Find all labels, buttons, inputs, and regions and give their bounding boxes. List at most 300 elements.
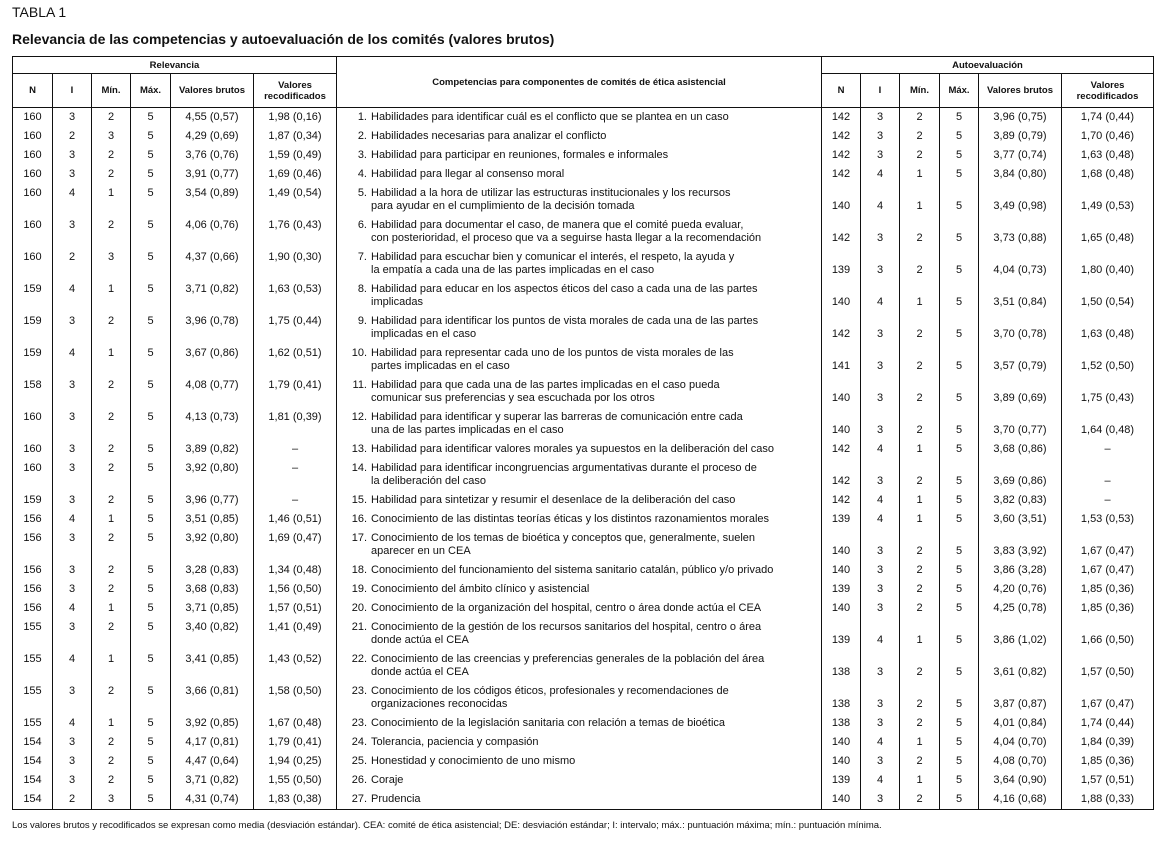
competence-number: 18. <box>351 564 367 576</box>
relevancia-valores-recodificados-cell: 1,75 (0,44) <box>254 312 337 344</box>
relevancia-min-cell: 2 <box>92 580 131 599</box>
relevancia-i-cell: 3 <box>53 733 92 752</box>
competence-number: 4. <box>357 168 367 180</box>
table-row <box>13 733 1154 752</box>
relevancia-max-cell: 5 <box>131 312 171 344</box>
autoevaluacion-valores-brutos-cell: 4,25 (0,78) <box>979 599 1062 618</box>
relevancia-i-cell: 3 <box>53 580 92 599</box>
autoevaluacion-max-cell: 5 <box>940 248 979 280</box>
competence-number: 3. <box>357 149 367 161</box>
competence-text <box>371 130 811 143</box>
competence-line: Prudencia <box>371 793 421 805</box>
relevancia-min-cell: 2 <box>92 108 131 128</box>
relevancia-max-cell: 5 <box>131 248 171 280</box>
autoevaluacion-max-cell: 5 <box>940 408 979 440</box>
autoevaluacion-valores-recodificados-cell: 1,65 (0,48) <box>1062 216 1154 248</box>
relevancia-i-cell: 3 <box>53 440 92 459</box>
autoevaluacion-i-cell: 3 <box>861 108 900 128</box>
competence-text <box>371 443 811 456</box>
competence-line: donde actúa el CEA <box>371 634 469 646</box>
autoevaluacion-min-cell: 2 <box>900 599 940 618</box>
competence-number: 21. <box>351 621 367 633</box>
relevancia-valores-brutos-cell: 3,96 (0,77) <box>171 491 254 510</box>
autoevaluacion-min-cell: 1 <box>900 733 940 752</box>
autoevaluacion-i-cell: 3 <box>861 408 900 440</box>
autoevaluacion-n-cell: 140 <box>822 280 861 312</box>
relevancia-valores-recodificados-cell: 1,49 (0,54) <box>254 184 337 216</box>
table-row <box>13 771 1154 790</box>
competence-line: Habilidad para escuchar bien y comunicar el interés, el respeto, la ayuda y <box>371 251 735 263</box>
relevancia-min-cell: 2 <box>92 216 131 248</box>
relevancia-n-cell: 154 <box>13 733 53 752</box>
autoevaluacion-max-cell: 5 <box>940 510 979 529</box>
relevancia-valores-recodificados-cell: 1,59 (0,49) <box>254 146 337 165</box>
relevancia-min-cell: 2 <box>92 165 131 184</box>
autoevaluacion-valores-brutos-cell: 4,04 (0,73) <box>979 248 1062 280</box>
autoevaluacion-n-cell: 142 <box>822 108 861 128</box>
autoevaluacion-min-cell: 2 <box>900 146 940 165</box>
competence-number: 23. <box>351 717 367 729</box>
autoevaluacion-n-cell: 142 <box>822 216 861 248</box>
relevancia-valores-recodificados-cell: 1,79 (0,41) <box>254 733 337 752</box>
competence-number: 5. <box>357 187 367 199</box>
competence-line: Conocimiento del ámbito clínico y asistencial <box>371 583 590 595</box>
competence-text <box>371 717 811 730</box>
autoevaluacion-valores-recodificados-cell: 1,67 (0,47) <box>1062 682 1154 714</box>
relevancia-valores-recodificados-cell: 1,41 (0,49) <box>254 618 337 650</box>
relevancia-i-cell: 3 <box>53 459 92 491</box>
autoevaluacion-valores-brutos-cell: 4,01 (0,84) <box>979 714 1062 733</box>
relevancia-i-cell: 4 <box>53 599 92 618</box>
competence-cell <box>337 618 822 650</box>
competence-text <box>371 379 811 405</box>
competence-text <box>371 793 811 806</box>
autoevaluacion-valores-recodificados-cell: 1,74 (0,44) <box>1062 108 1154 128</box>
relevancia-n-cell: 156 <box>13 599 53 618</box>
autoevaluacion-valores-recodificados-cell: – <box>1062 491 1154 510</box>
competence-number: 11. <box>352 379 367 391</box>
competence-line: Habilidades necesarias para analizar el conflicto <box>371 130 607 142</box>
autoevaluacion-min-cell: 1 <box>900 165 940 184</box>
autoevaluacion-valores-brutos-cell: 3,87 (0,87) <box>979 682 1062 714</box>
relevancia-valores-brutos-cell: 4,31 (0,74) <box>171 790 254 810</box>
autoevaluacion-n-cell: 139 <box>822 248 861 280</box>
header-relevancia: Relevancia <box>13 57 337 74</box>
relevancia-valores-recodificados-cell: 1,67 (0,48) <box>254 714 337 733</box>
competence-text <box>371 462 811 488</box>
relevancia-valores-brutos-cell: 4,06 (0,76) <box>171 216 254 248</box>
competence-cell <box>337 790 822 810</box>
relevancia-n-cell: 160 <box>13 108 53 128</box>
competence-number: 12. <box>351 411 367 423</box>
autoevaluacion-min-cell: 1 <box>900 280 940 312</box>
competence-line: Habilidad para llegar al consenso moral <box>371 168 565 180</box>
relevancia-min-cell: 3 <box>92 127 131 146</box>
competence-line: Conocimiento de la gestión de los recursos sanitarios del hospital, centro o área <box>371 621 762 633</box>
autoevaluacion-max-cell: 5 <box>940 146 979 165</box>
competence-line: Habilidades para identificar cuál es el conflicto que se plantea en un caso <box>371 111 729 123</box>
relevancia-i-cell: 3 <box>53 408 92 440</box>
competence-text <box>371 219 811 245</box>
relevancia-valores-brutos-cell: 4,08 (0,77) <box>171 376 254 408</box>
relevancia-i-cell: 4 <box>53 510 92 529</box>
autoevaluacion-min-cell: 1 <box>900 510 940 529</box>
competence-text <box>371 564 811 577</box>
autoevaluacion-n-cell: 139 <box>822 580 861 599</box>
relevancia-i-cell: 3 <box>53 561 92 580</box>
autoevaluacion-max-cell: 5 <box>940 618 979 650</box>
autoevaluacion-max-cell: 5 <box>940 280 979 312</box>
relevancia-i-cell: 3 <box>53 312 92 344</box>
competence-line: una de las partes implicadas en el caso <box>371 424 564 436</box>
competence-line: Habilidad para identificar y superar las barreras de comunicación entre cada <box>371 411 743 423</box>
autoevaluacion-max-cell: 5 <box>940 714 979 733</box>
table-row <box>13 108 1154 128</box>
table-row <box>13 682 1154 714</box>
relevancia-valores-recodificados-cell: – <box>254 440 337 459</box>
competence-line: Habilidad para sintetizar y resumir el desenlace de la deliberación del caso <box>371 494 736 506</box>
relevancia-valores-brutos-cell: 3,92 (0,85) <box>171 714 254 733</box>
competence-line: Habilidad para que cada una de las partes implicadas en el caso pueda <box>371 379 720 391</box>
relevancia-min-cell: 2 <box>92 618 131 650</box>
autoevaluacion-max-cell: 5 <box>940 459 979 491</box>
autoevaluacion-min-cell: 2 <box>900 127 940 146</box>
table-row <box>13 376 1154 408</box>
header-rel-min: Mín. <box>92 74 131 108</box>
autoevaluacion-min-cell: 2 <box>900 714 940 733</box>
autoevaluacion-max-cell: 5 <box>940 580 979 599</box>
relevancia-min-cell: 1 <box>92 344 131 376</box>
relevancia-n-cell: 160 <box>13 248 53 280</box>
competence-cell <box>337 184 822 216</box>
autoevaluacion-n-cell: 142 <box>822 491 861 510</box>
table-row <box>13 312 1154 344</box>
competence-cell <box>337 440 822 459</box>
autoevaluacion-n-cell: 140 <box>822 790 861 810</box>
competence-line: partes implicadas en el caso <box>371 360 510 372</box>
autoevaluacion-i-cell: 3 <box>861 790 900 810</box>
autoevaluacion-i-cell: 3 <box>861 312 900 344</box>
autoevaluacion-valores-brutos-cell: 3,64 (0,90) <box>979 771 1062 790</box>
autoevaluacion-n-cell: 142 <box>822 440 861 459</box>
relevancia-valores-recodificados-cell: 1,58 (0,50) <box>254 682 337 714</box>
autoevaluacion-i-cell: 3 <box>861 344 900 376</box>
autoevaluacion-valores-brutos-cell: 3,69 (0,86) <box>979 459 1062 491</box>
relevancia-valores-brutos-cell: 3,54 (0,89) <box>171 184 254 216</box>
autoevaluacion-n-cell: 140 <box>822 376 861 408</box>
table-row <box>13 344 1154 376</box>
autoevaluacion-n-cell: 138 <box>822 714 861 733</box>
competence-text <box>371 621 811 647</box>
autoevaluacion-min-cell: 2 <box>900 312 940 344</box>
relevancia-valores-recodificados-cell: 1,43 (0,52) <box>254 650 337 682</box>
competence-number: 2. <box>357 130 367 142</box>
table-row <box>13 618 1154 650</box>
autoevaluacion-valores-brutos-cell: 3,86 (3,28) <box>979 561 1062 580</box>
relevancia-max-cell: 5 <box>131 733 171 752</box>
autoevaluacion-valores-recodificados-cell: 1,50 (0,54) <box>1062 280 1154 312</box>
autoevaluacion-valores-brutos-cell: 3,89 (0,69) <box>979 376 1062 408</box>
relevancia-valores-brutos-cell: 4,29 (0,69) <box>171 127 254 146</box>
header-autoevaluacion: Autoevaluación <box>822 57 1154 74</box>
relevancia-min-cell: 1 <box>92 184 131 216</box>
header-rel-i: I <box>53 74 92 108</box>
relevancia-n-cell: 156 <box>13 529 53 561</box>
relevancia-n-cell: 159 <box>13 491 53 510</box>
competence-number: 1. <box>357 111 367 123</box>
autoevaluacion-valores-brutos-cell: 3,83 (3,92) <box>979 529 1062 561</box>
relevancia-max-cell: 5 <box>131 491 171 510</box>
competence-line: Habilidad para identificar los puntos de vista morales de cada una de las partes <box>371 315 759 327</box>
autoevaluacion-min-cell: 2 <box>900 650 940 682</box>
table-row <box>13 491 1154 510</box>
competence-line: con posterioridad, el proceso que va a seguirse hasta llegar a la recomendación <box>371 232 762 244</box>
relevancia-valores-brutos-cell: 3,89 (0,82) <box>171 440 254 459</box>
relevancia-max-cell: 5 <box>131 580 171 599</box>
competence-line: Conocimiento de las distintas teorías éticas y los distintos razonamientos morales <box>371 513 770 525</box>
competence-cell <box>337 510 822 529</box>
competence-cell <box>337 459 822 491</box>
relevancia-n-cell: 155 <box>13 682 53 714</box>
competence-cell <box>337 108 822 128</box>
autoevaluacion-i-cell: 4 <box>861 771 900 790</box>
autoevaluacion-n-cell: 142 <box>822 312 861 344</box>
autoevaluacion-valores-recodificados-cell: 1,68 (0,48) <box>1062 165 1154 184</box>
relevancia-valores-recodificados-cell: 1,63 (0,53) <box>254 280 337 312</box>
relevancia-valores-recodificados-cell: 1,57 (0,51) <box>254 599 337 618</box>
competence-text <box>371 149 811 162</box>
relevancia-valores-brutos-cell: 3,66 (0,81) <box>171 682 254 714</box>
table-row <box>13 714 1154 733</box>
competence-line: la deliberación del caso <box>371 475 486 487</box>
autoevaluacion-n-cell: 140 <box>822 561 861 580</box>
autoevaluacion-valores-recodificados-cell: 1,64 (0,48) <box>1062 408 1154 440</box>
competence-line: Conocimiento de la legislación sanitaria con relación a temas de bioética <box>371 717 726 729</box>
competence-number: 25. <box>351 755 367 767</box>
table-row <box>13 408 1154 440</box>
competence-line: Habilidad para participar en reuniones, formales e informales <box>371 149 669 161</box>
table-row <box>13 752 1154 771</box>
autoevaluacion-min-cell: 1 <box>900 440 940 459</box>
autoevaluacion-n-cell: 140 <box>822 733 861 752</box>
autoevaluacion-n-cell: 142 <box>822 459 861 491</box>
autoevaluacion-min-cell: 2 <box>900 752 940 771</box>
autoevaluacion-valores-recodificados-cell: 1,67 (0,47) <box>1062 529 1154 561</box>
header-competencias: Competencias para componentes de comités de ética asistencial <box>337 57 822 108</box>
autoevaluacion-max-cell: 5 <box>940 790 979 810</box>
competence-line: Honestidad y conocimiento de uno mismo <box>371 755 576 767</box>
table-row <box>13 510 1154 529</box>
relevancia-i-cell: 3 <box>53 752 92 771</box>
competence-number: 23. <box>351 685 367 697</box>
relevancia-n-cell: 160 <box>13 184 53 216</box>
relevancia-n-cell: 160 <box>13 216 53 248</box>
autoevaluacion-valores-brutos-cell: 3,68 (0,86) <box>979 440 1062 459</box>
autoevaluacion-max-cell: 5 <box>940 529 979 561</box>
autoevaluacion-min-cell: 2 <box>900 408 940 440</box>
table-row <box>13 599 1154 618</box>
autoevaluacion-valores-recodificados-cell: – <box>1062 459 1154 491</box>
relevancia-n-cell: 154 <box>13 752 53 771</box>
relevancia-max-cell: 5 <box>131 216 171 248</box>
competence-line: Habilidad para identificar valores morales ya supuestos en la deliberación del caso <box>371 443 774 455</box>
relevancia-n-cell: 160 <box>13 440 53 459</box>
relevancia-valores-recodificados-cell: 1,79 (0,41) <box>254 376 337 408</box>
relevancia-n-cell: 160 <box>13 408 53 440</box>
autoevaluacion-max-cell: 5 <box>940 599 979 618</box>
relevancia-min-cell: 2 <box>92 459 131 491</box>
relevancia-valores-brutos-cell: 4,17 (0,81) <box>171 733 254 752</box>
competence-number: 10. <box>351 347 367 359</box>
autoevaluacion-valores-brutos-cell: 3,86 (1,02) <box>979 618 1062 650</box>
autoevaluacion-i-cell: 3 <box>861 682 900 714</box>
header-rel-max: Máx. <box>131 74 171 108</box>
autoevaluacion-i-cell: 4 <box>861 733 900 752</box>
relevancia-min-cell: 3 <box>92 790 131 810</box>
relevancia-valores-recodificados-cell: 1,55 (0,50) <box>254 771 337 790</box>
relevancia-valores-brutos-cell: 3,67 (0,86) <box>171 344 254 376</box>
relevancia-valores-brutos-cell: 3,92 (0,80) <box>171 529 254 561</box>
competence-line: Tolerancia, paciencia y compasión <box>371 736 539 748</box>
autoevaluacion-i-cell: 3 <box>861 599 900 618</box>
autoevaluacion-valores-recodificados-cell: 1,70 (0,46) <box>1062 127 1154 146</box>
autoevaluacion-valores-brutos-cell: 3,77 (0,74) <box>979 146 1062 165</box>
relevancia-min-cell: 2 <box>92 682 131 714</box>
relevancia-valores-brutos-cell: 3,92 (0,80) <box>171 459 254 491</box>
relevancia-n-cell: 154 <box>13 771 53 790</box>
competence-line: implicadas en el caso <box>371 328 477 340</box>
header-auto-max: Máx. <box>940 74 979 108</box>
autoevaluacion-n-cell: 140 <box>822 599 861 618</box>
table-row <box>13 561 1154 580</box>
relevancia-n-cell: 159 <box>13 312 53 344</box>
relevancia-n-cell: 159 <box>13 344 53 376</box>
relevancia-i-cell: 3 <box>53 108 92 128</box>
autoevaluacion-max-cell: 5 <box>940 376 979 408</box>
relevancia-valores-brutos-cell: 3,71 (0,82) <box>171 280 254 312</box>
competence-text <box>371 315 811 341</box>
header-rel-valores-recodificados: Valores recodificados <box>254 74 337 108</box>
autoevaluacion-max-cell: 5 <box>940 733 979 752</box>
relevancia-i-cell: 4 <box>53 714 92 733</box>
relevancia-valores-recodificados-cell: – <box>254 459 337 491</box>
relevancia-max-cell: 5 <box>131 344 171 376</box>
relevancia-n-cell: 158 <box>13 376 53 408</box>
autoevaluacion-i-cell: 4 <box>861 491 900 510</box>
relevancia-n-cell: 160 <box>13 165 53 184</box>
autoevaluacion-i-cell: 3 <box>861 127 900 146</box>
relevancia-max-cell: 5 <box>131 790 171 810</box>
autoevaluacion-valores-brutos-cell: 3,89 (0,79) <box>979 127 1062 146</box>
competence-cell <box>337 714 822 733</box>
relevancia-max-cell: 5 <box>131 510 171 529</box>
competence-cell <box>337 561 822 580</box>
autoevaluacion-valores-recodificados-cell: 1,75 (0,43) <box>1062 376 1154 408</box>
relevancia-i-cell: 3 <box>53 146 92 165</box>
competence-line: Conocimiento de las creencias y preferencias generales de la población del área <box>371 653 765 665</box>
competence-cell <box>337 491 822 510</box>
competencies-table <box>12 56 1154 810</box>
competence-line: Habilidad para identificar incongruencias argumentativas durante el proceso de <box>371 462 757 474</box>
relevancia-min-cell: 2 <box>92 491 131 510</box>
relevancia-n-cell: 160 <box>13 146 53 165</box>
relevancia-min-cell: 3 <box>92 248 131 280</box>
competence-text <box>371 532 811 558</box>
autoevaluacion-n-cell: 138 <box>822 650 861 682</box>
header-auto-valores-brutos: Valores brutos <box>979 74 1062 108</box>
autoevaluacion-min-cell: 2 <box>900 459 940 491</box>
autoevaluacion-i-cell: 4 <box>861 440 900 459</box>
competence-line: Conocimiento de los temas de bioética y conceptos que, generalmente, suelen <box>371 532 756 544</box>
competence-line: para ayudar en el cumplimiento de la decisión tomada <box>371 200 635 212</box>
relevancia-i-cell: 4 <box>53 280 92 312</box>
competence-line: implicadas <box>371 296 423 308</box>
autoevaluacion-valores-recodificados-cell: 1,52 (0,50) <box>1062 344 1154 376</box>
autoevaluacion-valores-brutos-cell: 3,51 (0,84) <box>979 280 1062 312</box>
header-auto-valores-recodificados: Valores recodificados <box>1062 74 1154 108</box>
competence-number: 20. <box>351 602 367 614</box>
autoevaluacion-min-cell: 2 <box>900 248 940 280</box>
autoevaluacion-n-cell: 139 <box>822 618 861 650</box>
relevancia-i-cell: 2 <box>53 127 92 146</box>
autoevaluacion-valores-recodificados-cell: 1,74 (0,44) <box>1062 714 1154 733</box>
competence-cell <box>337 146 822 165</box>
relevancia-min-cell: 2 <box>92 529 131 561</box>
autoevaluacion-valores-recodificados-cell: 1,53 (0,53) <box>1062 510 1154 529</box>
table-row <box>13 165 1154 184</box>
relevancia-max-cell: 5 <box>131 146 171 165</box>
relevancia-valores-brutos-cell: 4,37 (0,66) <box>171 248 254 280</box>
competence-line: Habilidad para educar en los aspectos éticos del caso a cada una de las partes <box>371 283 758 295</box>
autoevaluacion-valores-recodificados-cell: 1,88 (0,33) <box>1062 790 1154 810</box>
autoevaluacion-max-cell: 5 <box>940 491 979 510</box>
autoevaluacion-i-cell: 3 <box>861 529 900 561</box>
relevancia-n-cell: 160 <box>13 127 53 146</box>
autoevaluacion-valores-brutos-cell: 4,08 (0,70) <box>979 752 1062 771</box>
relevancia-n-cell: 159 <box>13 280 53 312</box>
competence-cell <box>337 165 822 184</box>
competence-line: Habilidad a la hora de utilizar las estructuras institucionales y los recursos <box>371 187 731 199</box>
autoevaluacion-valores-recodificados-cell: 1,67 (0,47) <box>1062 561 1154 580</box>
autoevaluacion-valores-recodificados-cell: 1,85 (0,36) <box>1062 752 1154 771</box>
relevancia-max-cell: 5 <box>131 714 171 733</box>
relevancia-n-cell: 155 <box>13 714 53 733</box>
competence-line: aparecer en un CEA <box>371 545 471 557</box>
relevancia-valores-recodificados-cell: 1,56 (0,50) <box>254 580 337 599</box>
relevancia-min-cell: 2 <box>92 376 131 408</box>
relevancia-i-cell: 4 <box>53 650 92 682</box>
relevancia-valores-recodificados-cell: 1,81 (0,39) <box>254 408 337 440</box>
autoevaluacion-min-cell: 2 <box>900 529 940 561</box>
competence-line: Habilidad para representar cada uno de los puntos de vista morales de las <box>371 347 734 359</box>
autoevaluacion-n-cell: 142 <box>822 127 861 146</box>
relevancia-valores-brutos-cell: 3,41 (0,85) <box>171 650 254 682</box>
autoevaluacion-n-cell: 141 <box>822 344 861 376</box>
autoevaluacion-valores-brutos-cell: 3,49 (0,98) <box>979 184 1062 216</box>
autoevaluacion-min-cell: 1 <box>900 491 940 510</box>
relevancia-valores-recodificados-cell: 1,69 (0,47) <box>254 529 337 561</box>
table-row <box>13 790 1154 810</box>
autoevaluacion-n-cell: 142 <box>822 146 861 165</box>
relevancia-min-cell: 1 <box>92 280 131 312</box>
competence-text <box>371 736 811 749</box>
competence-cell <box>337 580 822 599</box>
autoevaluacion-max-cell: 5 <box>940 682 979 714</box>
relevancia-valores-recodificados-cell: 1,83 (0,38) <box>254 790 337 810</box>
table-row <box>13 127 1154 146</box>
autoevaluacion-valores-recodificados-cell: 1,63 (0,48) <box>1062 312 1154 344</box>
table-row <box>13 650 1154 682</box>
